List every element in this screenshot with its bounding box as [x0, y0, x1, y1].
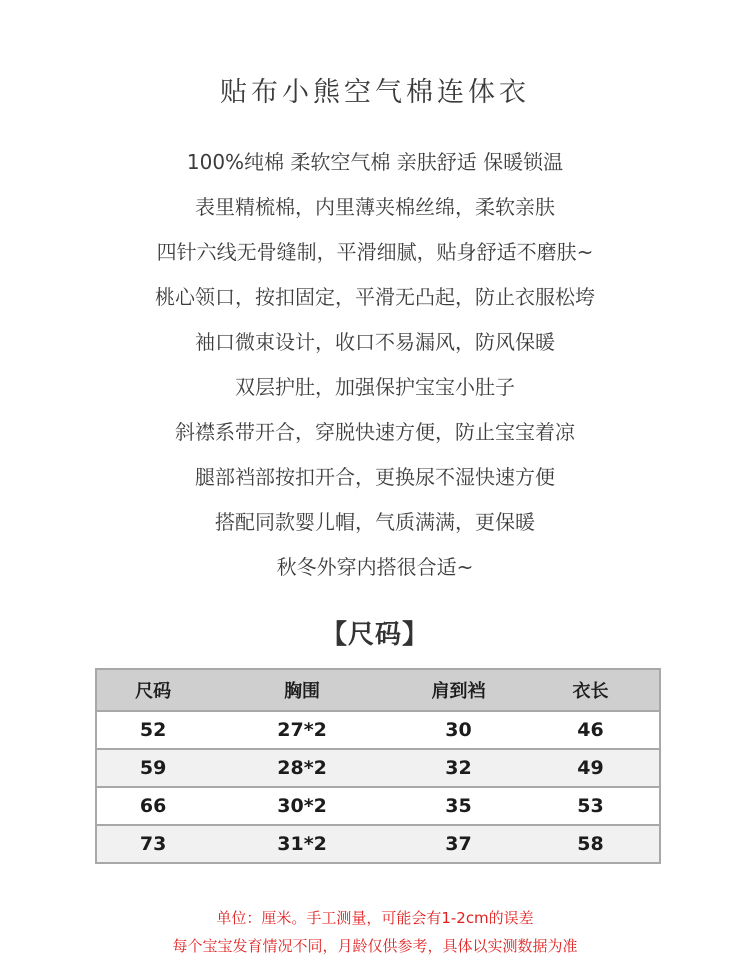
feature-item: 搭配同款婴儿帽，气质满满，更保暖: [215, 510, 535, 534]
feature-item: 四针六线无骨缝制，平滑细腻，贴身舒适不磨肤~: [156, 240, 594, 264]
table-cell: 52: [96, 711, 209, 749]
table-cell: 35: [395, 787, 522, 825]
table-cell: 46: [522, 711, 660, 749]
feature-item: 桃心领口，按扣固定，平滑无凸起，防止衣服松垮: [155, 285, 595, 309]
table-cell: 66: [96, 787, 209, 825]
table-cell: 37: [395, 825, 522, 863]
table-row: [96, 711, 660, 749]
table-cell: 73: [96, 825, 209, 863]
measurement-note: 单位：厘米。手工测量，可能会有1-2cm的误差: [216, 909, 534, 927]
table-cell: 30*2: [209, 787, 395, 825]
table-header-row: [96, 669, 660, 711]
table-row: [96, 749, 660, 787]
age-reference-note: 每个宝宝发育情况不同，月龄仅供参考，具体以实测数据为准: [172, 937, 578, 955]
table-cell: 58: [522, 825, 660, 863]
table-row: [96, 825, 660, 863]
column-header-shoulder-to-crotch: 肩到裆: [395, 669, 522, 711]
feature-item: 表里精梳棉，内里薄夹棉丝绵，柔软亲肤: [195, 195, 555, 219]
feature-item: 100%纯棉 柔软空气棉 亲肤舒适 保暖锁温: [186, 150, 564, 174]
feature-item: 双层护肚，加强保护宝宝小肚子: [235, 375, 515, 399]
table-cell: 49: [522, 749, 660, 787]
table-cell: 28*2: [209, 749, 395, 787]
product-title: 贴布小熊空气棉连体衣: [220, 77, 530, 108]
table-cell: 53: [522, 787, 660, 825]
column-header-chest: 胸围: [209, 669, 395, 711]
table-cell: 30: [395, 711, 522, 749]
table-row: [96, 787, 660, 825]
feature-item: 腿部裆部按扣开合，更换尿不湿快速方便: [195, 465, 555, 489]
column-header-size: 尺码: [96, 669, 209, 711]
table-cell: 32: [395, 749, 522, 787]
feature-item: 秋冬外穿内搭很合适~: [276, 555, 474, 579]
column-header-length: 衣长: [522, 669, 660, 711]
table-cell: 31*2: [209, 825, 395, 863]
feature-item: 斜襟系带开合，穿脱快速方便，防止宝宝着凉: [175, 420, 575, 444]
table-cell: 59: [96, 749, 209, 787]
table-cell: 27*2: [209, 711, 395, 749]
feature-list: [0, 140, 750, 590]
size-table: [95, 668, 661, 864]
size-section-heading: 【尺码】: [320, 620, 429, 650]
feature-item: 袖口微束设计，收口不易漏风，防风保暖: [195, 330, 555, 354]
